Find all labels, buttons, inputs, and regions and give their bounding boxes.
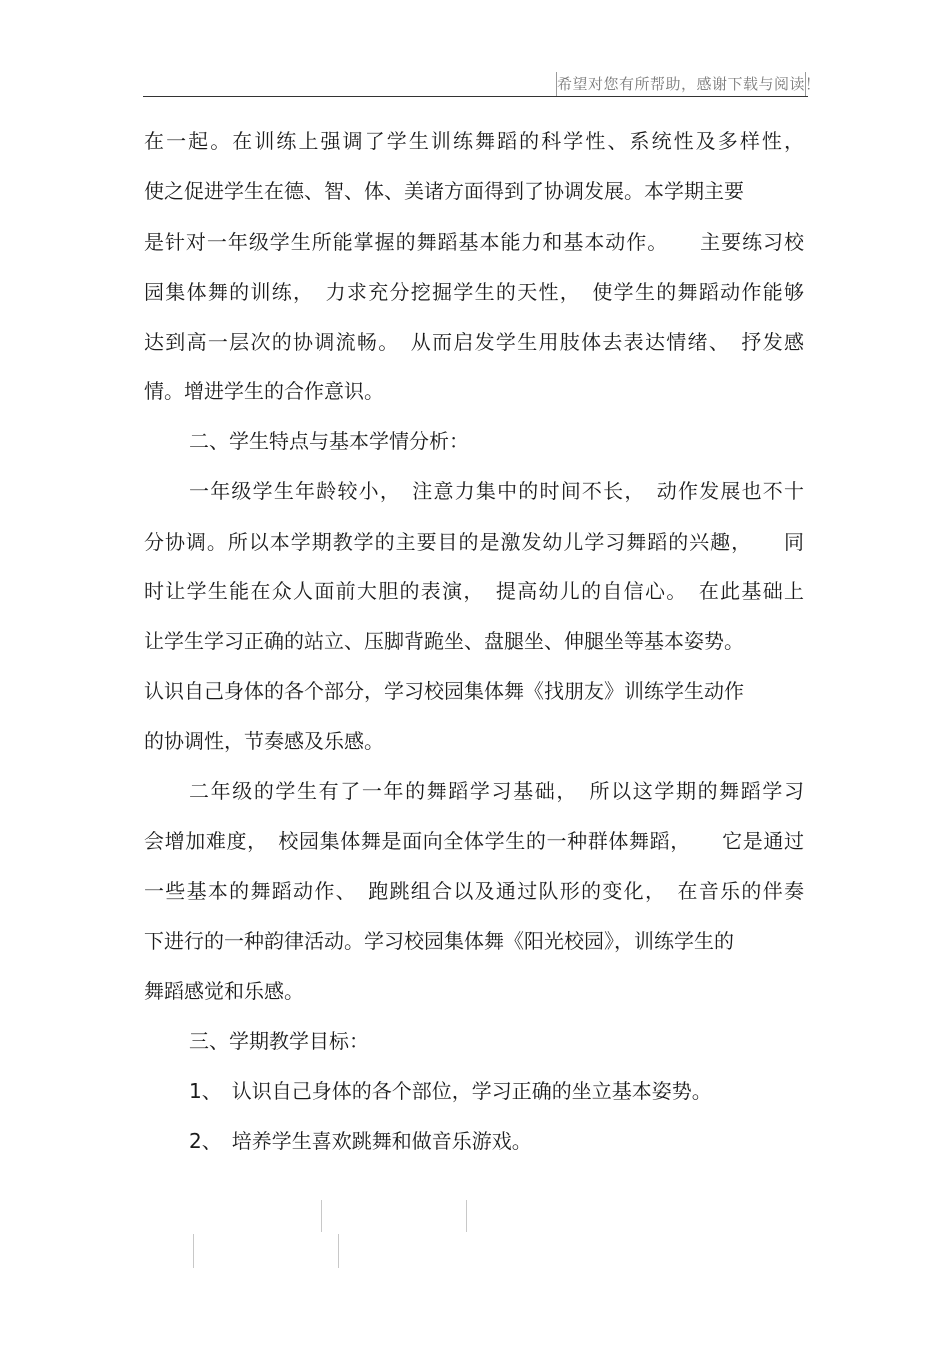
scan-mark: [338, 1234, 339, 1268]
body-line: 的协调性，节奏感及乐感。: [144, 729, 384, 753]
body-line: 在一起。在训练上强调了学生训练舞蹈的科学性、系统性及多样性，: [144, 129, 804, 153]
body-line: 时让学生能在众人面前大胆的表演， 提高幼儿的自信心。 在此基础上: [144, 579, 804, 603]
body-line: 舞蹈感觉和乐感。: [144, 979, 304, 1003]
header-rule: [143, 96, 808, 97]
body-line: 会增加难度， 校园集体舞是面向全体学生的一种群体舞蹈， 它是通过: [144, 829, 804, 853]
scan-mark: [321, 1200, 322, 1232]
body-line: 分协调。所以本学期教学的主要目的是激发幼儿学习舞蹈的兴趣， 同: [144, 530, 804, 554]
body-line: 让学生学习正确的站立、压脚背跪坐、盘腿坐、伸腿坐等基本姿势。: [144, 629, 744, 653]
section-heading: 二、学生特点与基本学情分析：: [189, 429, 469, 453]
body-line: 一年级学生年龄较小， 注意力集中的时间不长， 动作发展也不十: [189, 479, 804, 503]
body-line: 是针对一年级学生所能掌握的舞蹈基本能力和基本动作。 主要练习校: [144, 230, 804, 254]
body-line: 达到高一层次的协调流畅。 从而启发学生用肢体去表达情绪、 抒发感: [144, 330, 804, 354]
body-line: 情。增进学生的合作意识。: [144, 379, 384, 403]
body-line: 认识自己身体的各个部分，学习校园集体舞《找朋友》训练学生动作: [144, 679, 744, 703]
list-item: 1、 认识自己身体的各个部位，学习正确的坐立基本姿势。: [189, 1079, 712, 1103]
body-line: 一些基本的舞蹈动作、 跑跳组合以及通过队形的变化， 在音乐的伴奏: [144, 879, 804, 903]
body-line: 下进行的一种韵律活动。学习校园集体舞《阳光校园》，训练学生的: [144, 929, 734, 953]
scan-mark: [193, 1234, 194, 1268]
body-line: 园集体舞的训练， 力求充分挖掘学生的天性， 使学生的舞蹈动作能够: [144, 280, 804, 304]
body-line: 二年级的学生有了一年的舞蹈学习基础， 所以这学期的舞蹈学习: [189, 779, 804, 803]
section-heading: 三、学期教学目标：: [189, 1029, 369, 1053]
header-note: 希望对您有所帮助，感谢下载与阅读！: [556, 72, 806, 96]
body-line: 使之促进学生在德、智、体、美诸方面得到了协调发展。本学期主要: [144, 179, 744, 203]
scan-mark: [466, 1200, 467, 1232]
list-item: 2、 培养学生喜欢跳舞和做音乐游戏。: [189, 1129, 532, 1153]
